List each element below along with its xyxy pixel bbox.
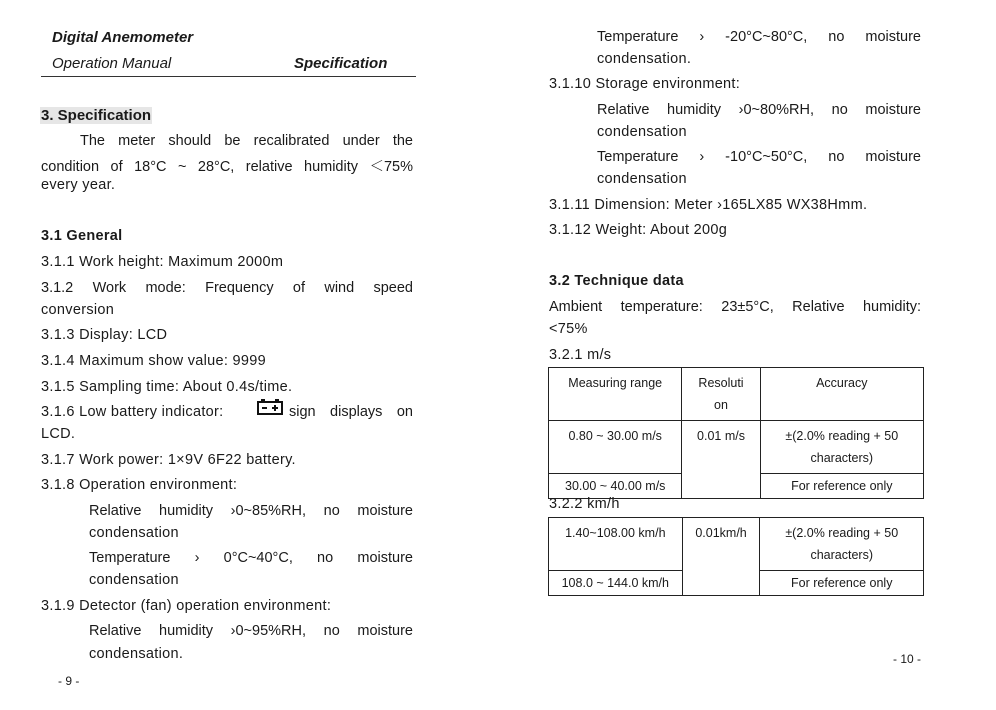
table-header-cell: Resoluti on: [682, 368, 760, 421]
manual-subtitle: Operation Manual: [52, 55, 172, 72]
table-cell: ±(2.0% reading + 50 characters): [760, 518, 924, 571]
section-heading: 3. Specification: [41, 107, 152, 124]
st-humidity-line-1: Relative humidity ›0~80%RH, no moisture: [597, 102, 921, 118]
op-temp-line-1: Temperature › 0°C~40°C, no moisture: [89, 550, 413, 566]
sampling-spec: 3.1.5 Sampling time: About 0.4s/time.: [41, 379, 293, 395]
max-value-spec: 3.1.4 Maximum show value: 9999: [41, 353, 266, 369]
operation-environment: 3.1.8 Operation environment:: [41, 477, 238, 493]
general-heading: 3.1 General: [41, 228, 123, 244]
table-cell: 0.80 ~ 30.00 m/s: [549, 421, 682, 474]
op-humidity-line-2: condensation: [89, 525, 179, 541]
det-temp-line-2: condensation.: [597, 51, 692, 67]
table-cell: For reference only: [760, 474, 923, 499]
battery-indicator-text: sign displays on: [289, 404, 413, 420]
ambient-line-2: <75%: [549, 321, 588, 337]
work-power: 3.1.7 Work power: 1×9V 6F22 battery.: [41, 452, 296, 468]
ms-spec-table: [548, 367, 924, 499]
table-header-cell: Accuracy: [760, 368, 923, 421]
st-temp-line-2: condensation: [597, 171, 687, 187]
table-row: [549, 518, 924, 571]
st-humidity-line-2: condensation: [597, 124, 687, 140]
ms-heading: 3.2.1 m/s: [549, 347, 612, 363]
ambient-line-1: Ambient temperature: 23±5°C, Relative humidity:: [549, 299, 921, 315]
manual-title: Digital Anemometer: [52, 29, 194, 46]
st-temp-line-1: Temperature › -10°C~50°C, no moisture: [597, 149, 921, 165]
table-header-cell: Measuring range: [549, 368, 682, 421]
intro-line-3: every year.: [41, 177, 116, 193]
battery-icon: [257, 399, 283, 419]
table-cell: ±(2.0% reading + 50 characters): [760, 421, 923, 474]
display-spec: 3.1.3 Display: LCD: [41, 327, 168, 343]
table-cell: 30.00 ~ 40.00 m/s: [549, 474, 682, 499]
op-humidity-line-1: Relative humidity ›0~85%RH, no moisture: [89, 503, 413, 519]
work-height: 3.1.1 Work height: Maximum 2000m: [41, 254, 284, 270]
det-humidity-line-1: Relative humidity ›0~95%RH, no moisture: [89, 623, 413, 639]
det-temp-line-1: Temperature › -20°C~80°C, no moisture: [597, 29, 921, 45]
header-rule: [41, 76, 416, 77]
page-number-left: - 9 -: [58, 674, 80, 688]
page-number-right: - 10 -: [893, 652, 922, 666]
table-header-row: [549, 368, 924, 421]
det-humidity-line-2: condensation.: [89, 646, 184, 662]
header-section: Specification: [294, 55, 388, 72]
intro-line-2: condition of 18°C ~ 28°C, relative humidity ＜75%: [41, 159, 413, 175]
table-cell: 0.01 m/s: [682, 421, 760, 499]
table-row: [549, 421, 924, 474]
table-cell: For reference only: [760, 571, 924, 596]
work-mode-line-2: conversion: [41, 302, 115, 318]
op-temp-line-2: condensation: [89, 572, 179, 588]
detector-environment: 3.1.9 Detector (fan) operation environment:: [41, 598, 332, 614]
intro-line-1: The meter should be recalibrated under the: [80, 133, 413, 149]
technique-heading: 3.2 Technique data: [549, 273, 684, 289]
table-cell: 108.0 ~ 144.0 km/h: [549, 571, 683, 596]
battery-indicator-label: 3.1.6 Low battery indicator:: [41, 404, 224, 420]
kmh-spec-table: [548, 517, 924, 596]
table-cell: 0.01km/h: [682, 518, 760, 596]
dimension-spec: 3.1.11 Dimension: Meter ›165LX85 WX38Hmm.: [549, 197, 868, 213]
storage-environment: 3.1.10 Storage environment:: [549, 76, 741, 92]
table-cell: 1.40~108.00 km/h: [549, 518, 683, 571]
kmh-heading: 3.2.2 km/h: [549, 496, 620, 512]
battery-indicator-text-end: LCD.: [41, 426, 76, 442]
work-mode-line-1: 3.1.2 Work mode: Frequency of wind speed: [41, 280, 413, 296]
weight-spec: 3.1.12 Weight: About 200g: [549, 222, 728, 238]
